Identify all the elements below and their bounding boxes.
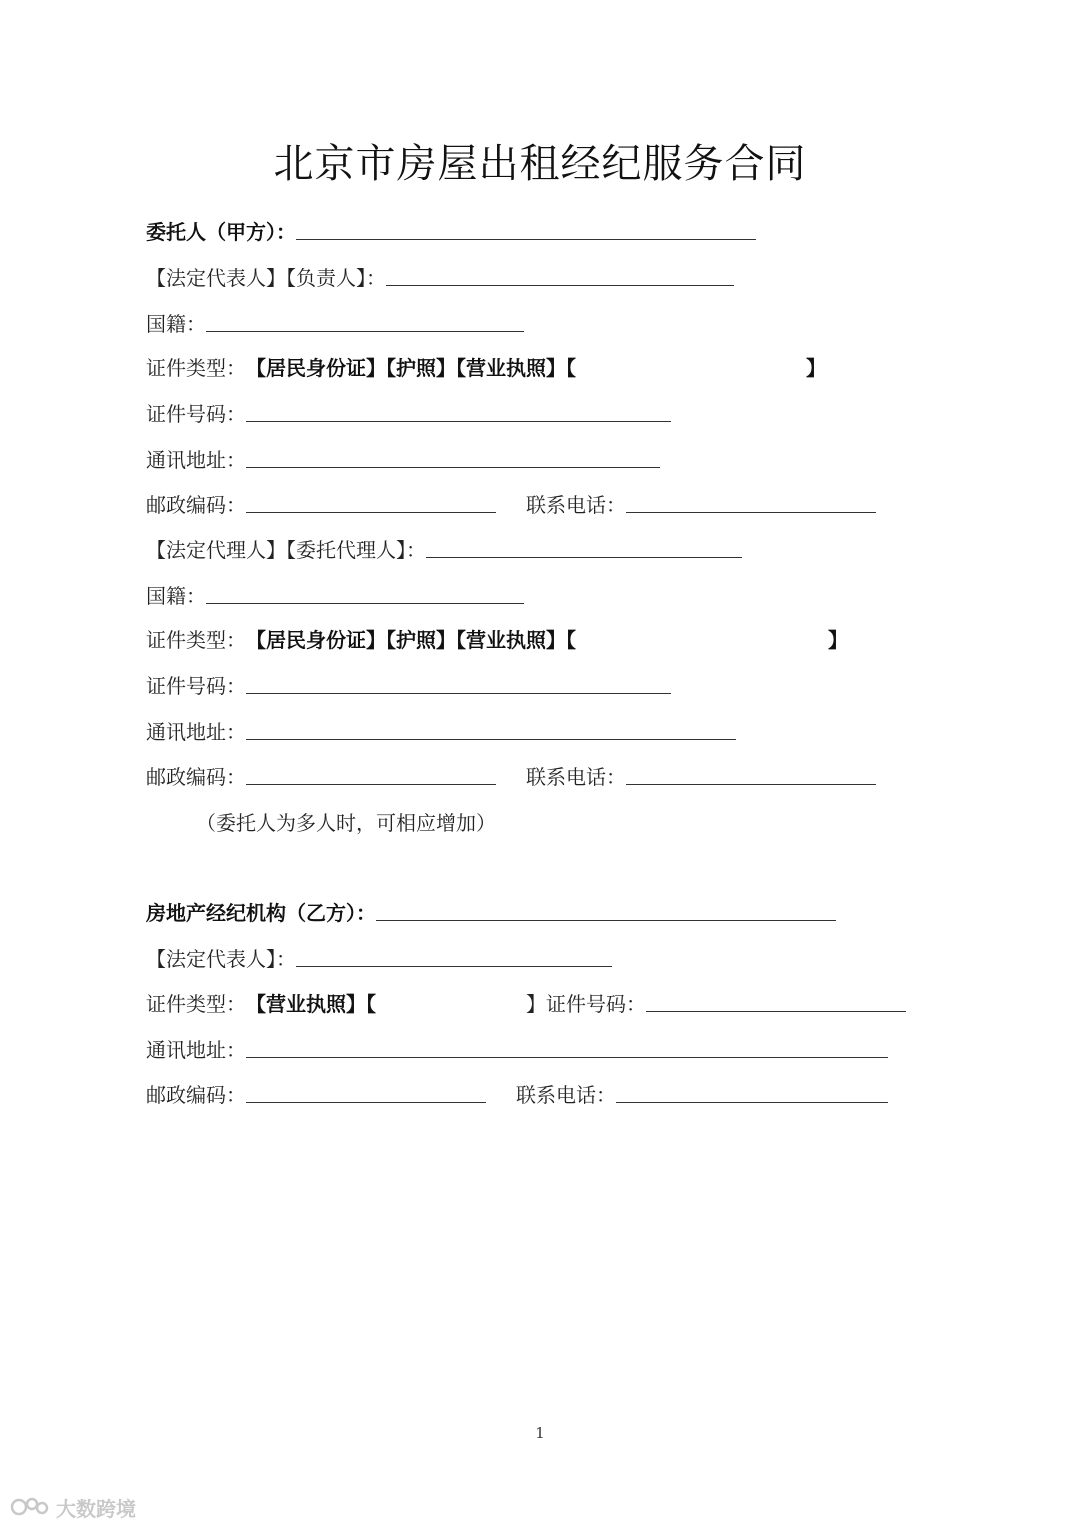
agent-address-field[interactable] (246, 717, 736, 740)
party-b-address-label: 通讯地址： (146, 1038, 246, 1062)
agent-id-type-close: 】 (828, 628, 848, 652)
agent-id-number-field[interactable] (246, 671, 671, 694)
party-a-id-type-close-row (806, 353, 826, 383)
agent-postcode-field[interactable] (246, 762, 496, 785)
party-b-name-field[interactable] (376, 898, 836, 921)
party-b-phone-field[interactable] (616, 1080, 888, 1103)
party-b-representative-field[interactable] (296, 944, 612, 967)
party-a-representative-label: 【法定代表人】【负责人】： (146, 266, 386, 290)
party-a-postcode-row (146, 490, 496, 520)
page-number: 1 (535, 1424, 545, 1442)
party-a-id-type-close: 】 (806, 356, 826, 380)
party-a-address-row (146, 445, 660, 475)
party-b-postcode-row (146, 1080, 486, 1110)
party-a-label: 委托人（甲方）： (146, 220, 296, 244)
agent-nationality-field[interactable] (206, 581, 524, 604)
party-a-representative-row (146, 263, 734, 293)
party-a-row (146, 217, 756, 247)
party-a-address-field[interactable] (246, 445, 660, 468)
party-a-nationality-field[interactable] (206, 309, 524, 332)
party-a-id-number-field[interactable] (246, 399, 671, 422)
party-a-postcode-field[interactable] (246, 490, 496, 513)
party-a-id-type-row (146, 353, 576, 383)
party-b-id-type-label: 证件类型： (146, 992, 246, 1016)
party-a-id-type-label: 证件类型： (146, 356, 246, 380)
agent-nationality-row (146, 581, 524, 611)
agent-row (146, 535, 742, 565)
party-b-representative-row (146, 944, 612, 974)
agent-id-type-close-row (828, 625, 848, 655)
party-b-id-type-row (146, 989, 376, 1019)
party-b-id-type-options: 【营业执照】【 (246, 992, 376, 1016)
agent-address-row (146, 717, 736, 747)
party-b-representative-label: 【法定代表人】： (146, 947, 296, 971)
party-b-address-field[interactable] (246, 1035, 888, 1058)
party-a-id-number-row (146, 399, 671, 429)
party-b-id-number-field[interactable] (646, 989, 906, 1012)
agent-nationality-label: 国籍： (146, 584, 206, 608)
party-b-postcode-label: 邮政编码： (146, 1083, 246, 1107)
agent-id-type-label: 证件类型： (146, 628, 246, 652)
agent-id-number-row (146, 671, 671, 701)
agent-label: 【法定代理人】【委托代理人】： (146, 538, 426, 562)
agent-phone-row (526, 762, 876, 792)
party-a-id-type-options: 【居民身份证】【护照】【营业执照】【 (246, 356, 576, 380)
party-a-name-field[interactable] (296, 217, 756, 240)
agent-phone-field[interactable] (626, 762, 876, 785)
multiple-principals-note: （委托人为多人时，可相应增加） (196, 811, 496, 835)
agent-name-field[interactable] (426, 535, 742, 558)
watermark-text: 大数跨境 (56, 1496, 136, 1521)
party-a-phone-row (526, 490, 876, 520)
party-a-nationality-label: 国籍： (146, 312, 206, 336)
party-a-nationality-row (146, 309, 524, 339)
party-b-address-row (146, 1035, 888, 1065)
agent-postcode-label: 邮政编码： (146, 765, 246, 789)
party-b-row (146, 898, 836, 928)
agent-postcode-row (146, 762, 496, 792)
party-b-id-number-row (526, 989, 906, 1019)
party-a-address-label: 通讯地址： (146, 448, 246, 472)
party-a-phone-label: 联系电话： (526, 493, 626, 517)
agent-address-label: 通讯地址： (146, 720, 246, 744)
party-b-phone-label: 联系电话： (516, 1083, 616, 1107)
agent-id-number-label: 证件号码： (146, 674, 246, 698)
party-a-phone-field[interactable] (626, 490, 876, 513)
party-b-phone-row (516, 1080, 888, 1110)
party-b-label: 房地产经纪机构（乙方）： (146, 901, 376, 925)
agent-id-type-row (146, 625, 576, 655)
watermark-logo-icon (10, 1496, 50, 1518)
party-b-id-type-close: 】证件号码： (526, 992, 646, 1016)
agent-id-type-options: 【居民身份证】【护照】【营业执照】【 (246, 628, 576, 652)
party-b-postcode-field[interactable] (246, 1080, 486, 1103)
agent-phone-label: 联系电话： (526, 765, 626, 789)
party-a-representative-field[interactable] (386, 263, 734, 286)
party-a-postcode-label: 邮政编码： (146, 493, 246, 517)
watermark (10, 1492, 136, 1522)
document-title: 北京市房屋出租经纪服务合同 (273, 141, 807, 187)
party-a-id-number-label: 证件号码： (146, 402, 246, 426)
